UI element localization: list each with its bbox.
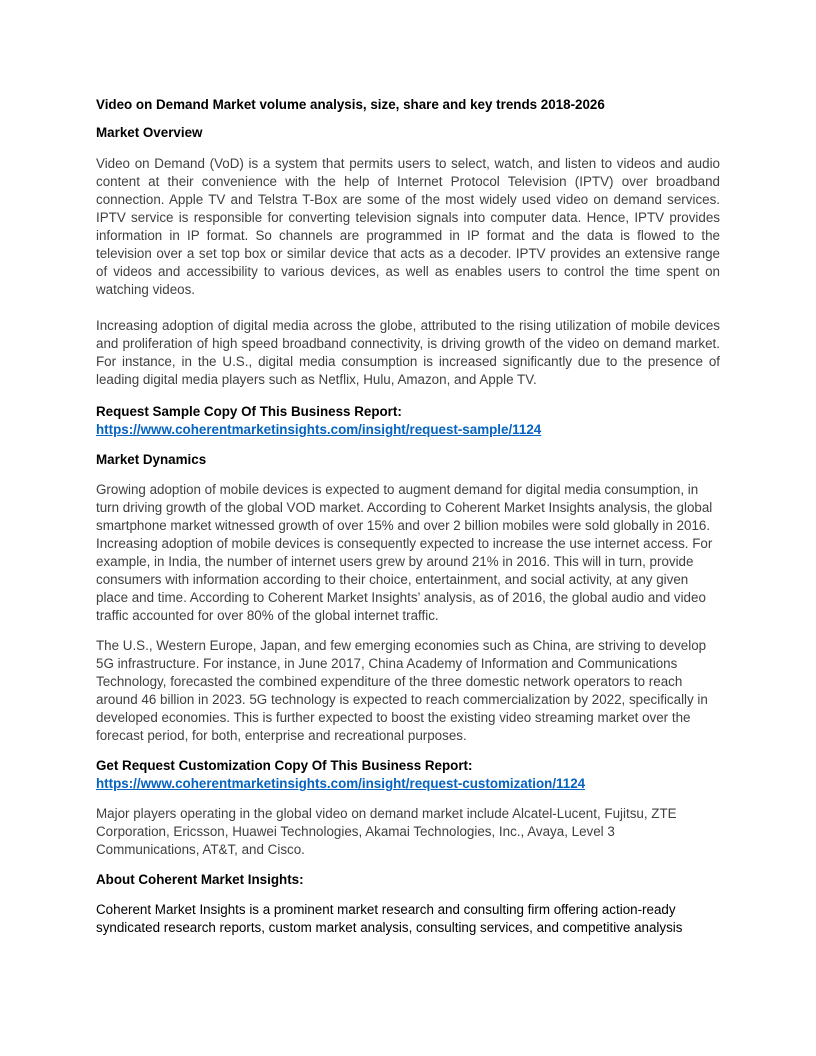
customization-request-label: Get Request Customization Copy Of This Business Report: <box>96 758 473 773</box>
sample-request-label: Request Sample Copy Of This Business Report: <box>96 404 402 419</box>
market-dynamics-heading: Market Dynamics <box>96 452 207 467</box>
about-heading: About Coherent Market Insights: <box>96 872 304 887</box>
about-paragraph: Coherent Market Insights is a prominent market research and consulting firm offering action-ready syndicated research reports, custom market analysis, consulting services, and competitive analysis <box>96 902 683 935</box>
market-overview-paragraph-2: Increasing adoption of digital media across the globe, attributed to the rising utilization of mobile devices and proliferation of high speed broadband connectivity, is driving growth of the video on demand market. For instance, in the U.S., digital media consumption is increased significantly due to the presence of leading digital media players such as Netflix, Hulu, Amazon, and Apple TV. <box>96 318 720 387</box>
document-title: Video on Demand Market volume analysis, size, share and key trends 2018-2026 <box>96 97 605 112</box>
market-dynamics-paragraph-2: The U.S., Western Europe, Japan, and few emerging economies such as China, are striving to develop 5G infrastructure. For instance, in June 2017, China Academy of Information and Communications Technology, forecasted the combined expenditure of the three domestic network operators to reach around 46 billion in 2023. 5G technology is expected to reach commercialization by 2022, specifically in developed economies. This is further expected to boost the existing video streaming market over the forecast period, for both, enterprise and recreational purposes. <box>96 638 708 743</box>
market-overview-heading: Market Overview <box>96 125 203 140</box>
market-overview-paragraph-1: Video on Demand (VoD) is a system that permits users to select, watch, and listen to videos and audio content at their convenience with the help of Internet Protocol Television (IPTV) over broadband connection. Apple TV and Telstra T-Box are some of the most widely used video on demand services. IPTV service is responsible for converting television signals into computer data. Hence, IPTV provides information in IP format. So channels are programmed in IP format and the data is flowed to the television over a set top box or similar device that acts as a decoder. IPTV provides an extensive range of videos and accessibility to various devices, as well as enables users to control the time spent on watching videos. <box>96 156 720 297</box>
sample-request-link[interactable]: https://www.coherentmarketinsights.com/insight/request-sample/1124 <box>96 422 542 437</box>
document-page <box>96 96 720 937</box>
market-dynamics-paragraph-1: Growing adoption of mobile devices is expected to augment demand for digital media consumption, in turn driving growth of the global VOD market. According to Coherent Market Insights analysis, the global smartphone market witnessed growth of over 15% and over 2 billion mobiles were sold globally in 2016. Increasing adoption of mobile devices is consequently expected to increase the use internet access. For example, in India, the number of internet users grew by around 21% in 2016. This will in turn, provide consumers with information according to their choice, entertainment, and social activity, at any given place and time. According to Coherent Market Insights’ analysis, as of 2016, the global audio and video traffic accounted for over 80% of the global internet traffic. <box>96 482 713 623</box>
customization-request-link[interactable]: https://www.coherentmarketinsights.com/insight/request-customization/1124 <box>96 776 586 791</box>
major-players-paragraph: Major players operating in the global video on demand market include Alcatel-Lucent, Fujitsu, ZTE Corporation, Ericsson, Huawei Technologies, Akamai Technologies, Inc., Avaya, Level 3 Communications, AT&T, and Cisco. <box>96 806 677 857</box>
